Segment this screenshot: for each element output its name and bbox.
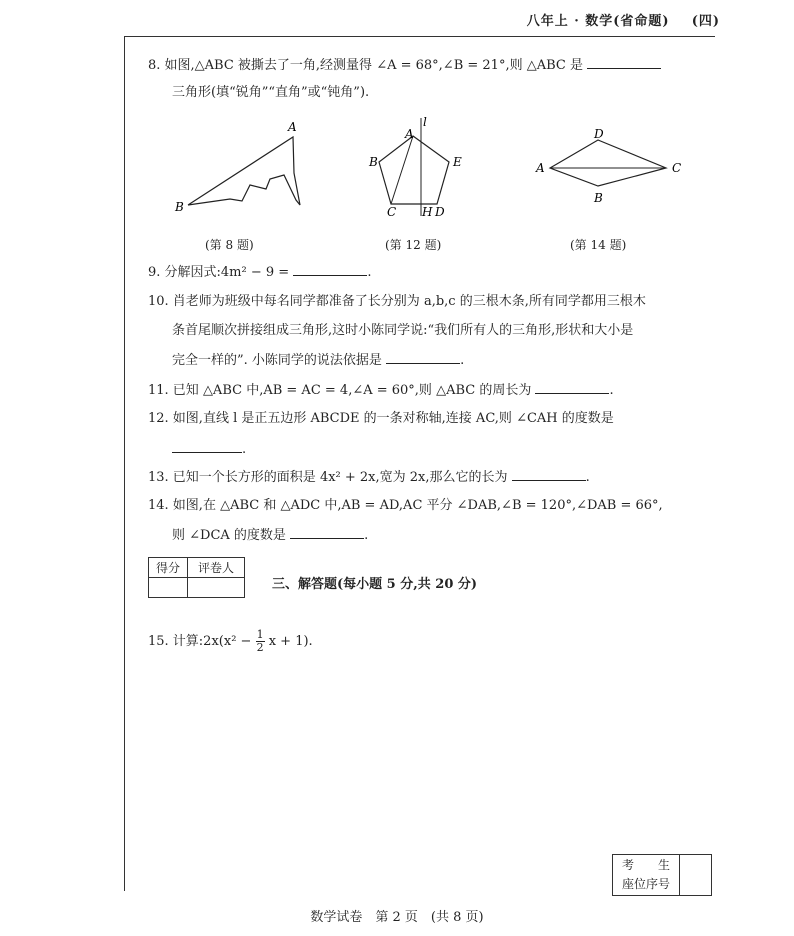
q14-line2-row xyxy=(172,526,368,545)
seat-number-box xyxy=(612,854,712,896)
q14-line1: 14. 如图,在 △ABC 和 △ADC 中,AB = AD,AC 平分 ∠DAB,∠B = 120°,∠DAB = 66°, xyxy=(148,498,663,513)
seat-label-line2: 座位序号 xyxy=(621,877,670,891)
score-box xyxy=(148,557,245,598)
q11-answer-blank[interactable] xyxy=(535,381,609,394)
q15-fraction-denominator: 2 xyxy=(256,641,264,654)
fig12-label-e: E xyxy=(453,155,462,169)
q10-answer-blank[interactable] xyxy=(386,351,460,364)
q12-line1: 12. 如图,直线 l 是正五边形 ABCDE 的一条对称轴,连接 AC,则 ∠CAH 的度数是 xyxy=(148,411,614,426)
q9-end: . xyxy=(367,265,372,280)
q11-text: 11. 已知 △ABC 中,AB = AC = 4,∠A = 60°,则 △ABC 的周长为 xyxy=(148,383,532,398)
header-number: (四) xyxy=(691,14,720,29)
fig12-label-a: A xyxy=(405,127,414,141)
figure-12 xyxy=(365,112,475,220)
q9-answer-blank[interactable] xyxy=(293,263,367,276)
fig14-label-b: B xyxy=(594,191,603,205)
fig14-label-a: A xyxy=(536,161,545,175)
fig12-label-h: H xyxy=(422,205,433,219)
page-header xyxy=(470,10,720,29)
question-11 xyxy=(148,381,614,400)
score-box-grader-cell[interactable] xyxy=(188,578,245,598)
pentagon-shape xyxy=(379,136,449,204)
q11-end: . xyxy=(609,383,614,398)
q15-prefix: 15. 计算:2x(x² − xyxy=(148,634,252,649)
q15-fraction xyxy=(256,629,265,654)
quadrilateral-shape xyxy=(550,140,666,186)
q8-line1: 8. 如图,△ABC 被撕去了一角,经测量得 ∠A = 68°,∠B = 21°,则 △ABC 是 xyxy=(148,58,583,73)
q15-fraction-numerator: 1 xyxy=(256,628,264,641)
margin-rule xyxy=(124,36,125,891)
score-box-score-cell[interactable] xyxy=(149,578,188,598)
score-box-label-score: 得分 xyxy=(149,558,188,578)
header-title: 八年上 · 数学(省命题) xyxy=(526,14,670,29)
fig8-label-a: A xyxy=(288,120,297,134)
figure-8 xyxy=(170,115,310,215)
page-footer: 数学试卷 第 2 页 (共 8 页) xyxy=(310,910,484,925)
q10-end: . xyxy=(460,353,465,368)
fig12-caption: (第 12 题) xyxy=(385,238,442,252)
section-3-title: 三、解答题(每小题 5 分,共 20 分) xyxy=(272,577,478,592)
q13-text: 13. 已知一个长方形的面积是 4x² + 2x,宽为 2x,那么它的长为 xyxy=(148,470,508,485)
fig12-label-c: C xyxy=(387,205,397,219)
q9-text: 9. 分解因式:4m² − 9 = xyxy=(148,265,290,280)
fig14-caption: (第 14 题) xyxy=(570,238,627,252)
seat-label-cell xyxy=(613,855,680,895)
q13-end: . xyxy=(585,470,590,485)
q14-answer-blank[interactable] xyxy=(290,526,364,539)
seat-number-cell[interactable] xyxy=(680,855,711,895)
question-9 xyxy=(148,263,371,282)
fig14-label-d: D xyxy=(594,127,604,141)
fig12-label-l: l xyxy=(423,115,427,129)
header-rule xyxy=(125,36,715,37)
score-box-label-grader: 评卷人 xyxy=(188,558,245,578)
q10-line1: 10. 肖老师为班级中每名同学都准备了长分别为 a,b,c 的三根木条,所有同学都用三根木 xyxy=(148,294,646,309)
fig12-label-d: D xyxy=(435,205,445,219)
torn-triangle-shape xyxy=(188,137,300,205)
figure-14 xyxy=(530,126,690,210)
fig14-label-c: C xyxy=(672,161,682,175)
fig8-label-b: B xyxy=(175,200,184,214)
question-15 xyxy=(148,628,313,656)
q12-line2-row xyxy=(172,440,246,459)
q15-suffix: x + 1). xyxy=(268,634,313,649)
q10-line2: 条首尾顺次拼接组成三角形,这时小陈同学说:“我们所有人的三角形,形状和大小是 xyxy=(172,323,634,338)
fig8-caption: (第 8 题) xyxy=(205,238,254,252)
q8-answer-blank[interactable] xyxy=(587,56,661,69)
q8-line2: 三角形(填“锐角”“直角”或“钝角”). xyxy=(172,85,370,100)
q14-end: . xyxy=(364,528,369,543)
segment-ac xyxy=(391,136,413,204)
fig12-label-b: B xyxy=(369,155,378,169)
q12-answer-blank[interactable] xyxy=(172,440,242,453)
question-13 xyxy=(148,468,590,487)
q13-answer-blank[interactable] xyxy=(512,468,586,481)
q10-line3-row xyxy=(172,351,464,370)
q14-line2: 则 ∠DCA 的度数是 xyxy=(172,528,286,543)
question-8 xyxy=(148,56,661,75)
q10-line3: 完全一样的”. 小陈同学的说法依据是 xyxy=(172,353,382,368)
q12-end: . xyxy=(242,442,247,457)
seat-label-line1: 考 生 xyxy=(621,858,670,872)
